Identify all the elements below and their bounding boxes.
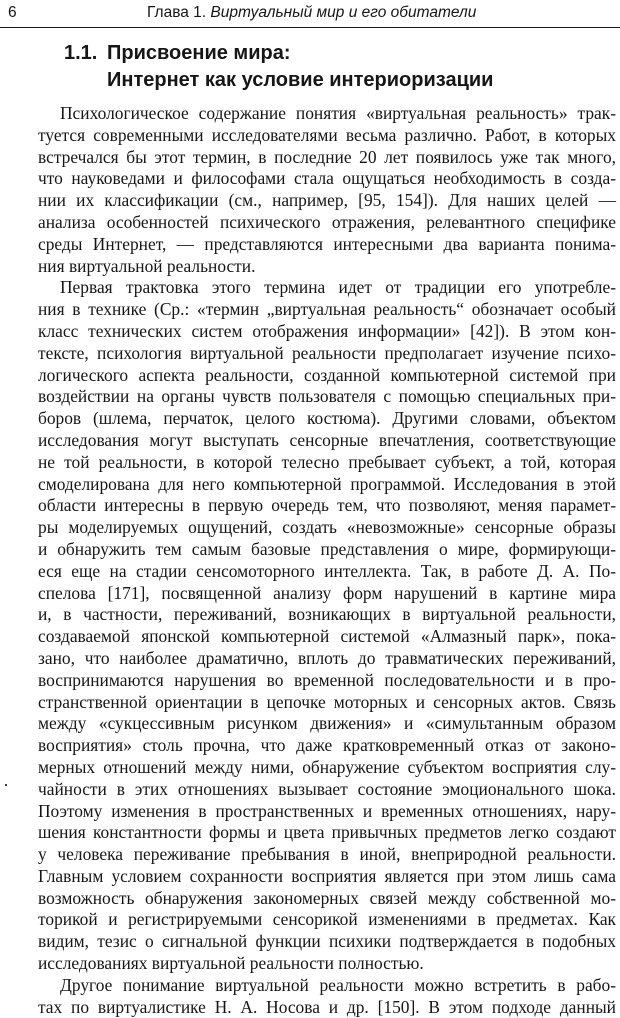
running-head-title <box>147 1 476 25</box>
text-line: исследованиях виртуальной реальности полностью. <box>38 953 424 974</box>
text-line: чайности в этих отношениях вызывает состояние эмоционального шока. <box>38 778 616 799</box>
text-line: встречался бы этот термин, в последние 20 лет появилось уже так много, <box>38 146 616 167</box>
text-line: тексте, психология виртуальной реальности предполагает изучение психо- <box>38 342 616 363</box>
text-line: торикой и регистрируемыми сенсорикой изменениями в предметах. Как <box>38 909 616 930</box>
text-line: что науковедами и философами стала ощущаться необходимость в созда- <box>38 168 616 189</box>
text-line: смоделирована для него компьютерной программой. Исследования в этой <box>38 473 616 494</box>
text-line: Первая трактовка этого термина идет от традиции его употребле- <box>60 277 616 298</box>
paragraph <box>38 975 616 1018</box>
text-line: Поэтому изменения в пространственных и временных отношениях, нару- <box>38 800 616 821</box>
chapter-title: Виртуальный мир и его обитатели <box>210 4 477 21</box>
text-line: возможность обнаружения закономерных связей между собственной мо- <box>38 887 616 908</box>
text-line: не той реальности, в которой телесно пребывает субъект, а той, которая <box>38 451 616 472</box>
text-line: нии их классификации (см., например, [95, 154]). Для наших целей — <box>38 190 616 211</box>
text-line: Главным условием сохранности восприятия является при этом лишь сама <box>38 865 616 886</box>
section-title-line-2: Интернет как условие интериоризации <box>107 69 494 91</box>
text-line: тах по виртуалистике Н. А. Носова и др. [150]. В этом подходе данный <box>38 996 616 1017</box>
text-line: исследования могут выступать сенсорные впечатления, соответствующие <box>38 429 616 450</box>
body-text <box>38 103 616 1018</box>
text-line: туется современными исследователями весьма различно. Работ, в которых <box>38 124 616 145</box>
text-line: спелова [171], посвященной анализу форм нарушений в картине мира <box>38 582 616 603</box>
text-line: между «сукцессивным рисунком движения» и «симультанным образом <box>38 713 616 734</box>
text-line: видим, тезис о сигнальной функции психики подтверждается в подобных <box>38 931 616 952</box>
text-line: ния в технике (Ср.: «термин „виртуальная реальность“ обозначает особый <box>38 299 616 320</box>
text-line: и обнаружить тем самым базовые представления о мире, формирующи- <box>38 538 616 559</box>
text-line: мерных отношений между ними, обнаружение субъектом восприятия слу- <box>38 756 616 777</box>
paragraph <box>38 103 616 277</box>
paragraph <box>38 277 616 975</box>
chapter-label: Глава 1. <box>147 4 207 21</box>
text-line: боров (шлема, перчаток, целого костюма). Другими словами, объектом <box>38 408 616 429</box>
text-line: воздействии на органы чувств пользователя с помощью специальных при- <box>38 386 616 407</box>
text-line: ния виртуальной реальности. <box>38 255 256 276</box>
text-line: Психологическое содержание понятия «виртуальная реальность» трак- <box>60 103 616 123</box>
running-head <box>0 0 620 28</box>
text-line: анализа особенностей психического отражения, релевантного специфике <box>38 211 616 232</box>
text-line: зано, что наиболее драматично, вплоть до травматических переживаний, <box>38 647 616 668</box>
text-line: Другое понимание виртуальной реальности можно встретить в рабо- <box>60 974 616 995</box>
text-line: шения константности формы и цвета привычных предметов легко создают <box>38 822 616 843</box>
section-title-line-1: Присвоение мира: <box>107 42 291 64</box>
text-line: области интересны в первую очередь тем, что позволяют, меняя парамет- <box>38 495 616 516</box>
text-line: восприятия» столь прочна, что даже кратковременный отказ от законо- <box>38 735 616 756</box>
text-line: класс технических систем отображения информации» [42]). В этом кон- <box>38 320 616 341</box>
section-number: 1.1. <box>64 42 98 64</box>
text-line: странственной ориентации в цепочке моторных и сенсорных актов. Связь <box>38 691 616 712</box>
text-line: создаваемой японской компьютерной системой «Алмазный парк», пока- <box>38 626 616 647</box>
text-line: ры моделируемых ощущений, создать «невозможные» сенсорные образы <box>38 517 616 538</box>
margin-mark <box>5 784 7 786</box>
text-line: логического аспекта реальности, созданной компьютерной системой при <box>38 364 616 385</box>
text-line: воспринимаются нарушения во временной последовательности и в про- <box>38 669 616 690</box>
text-line: и, в частности, переживаний, возникающих в виртуальной реальности, <box>38 604 616 625</box>
page-number: 6 <box>8 4 17 21</box>
text-line: у человека переживание пребывания в иной, внеприродной реальности. <box>38 844 616 865</box>
text-line: еся еще на стадии сенсомоторного интеллекта. Так, в работе Д. А. По- <box>38 560 616 581</box>
text-line: среды Интернет, — представляются интересными два варианта понима- <box>38 233 616 254</box>
